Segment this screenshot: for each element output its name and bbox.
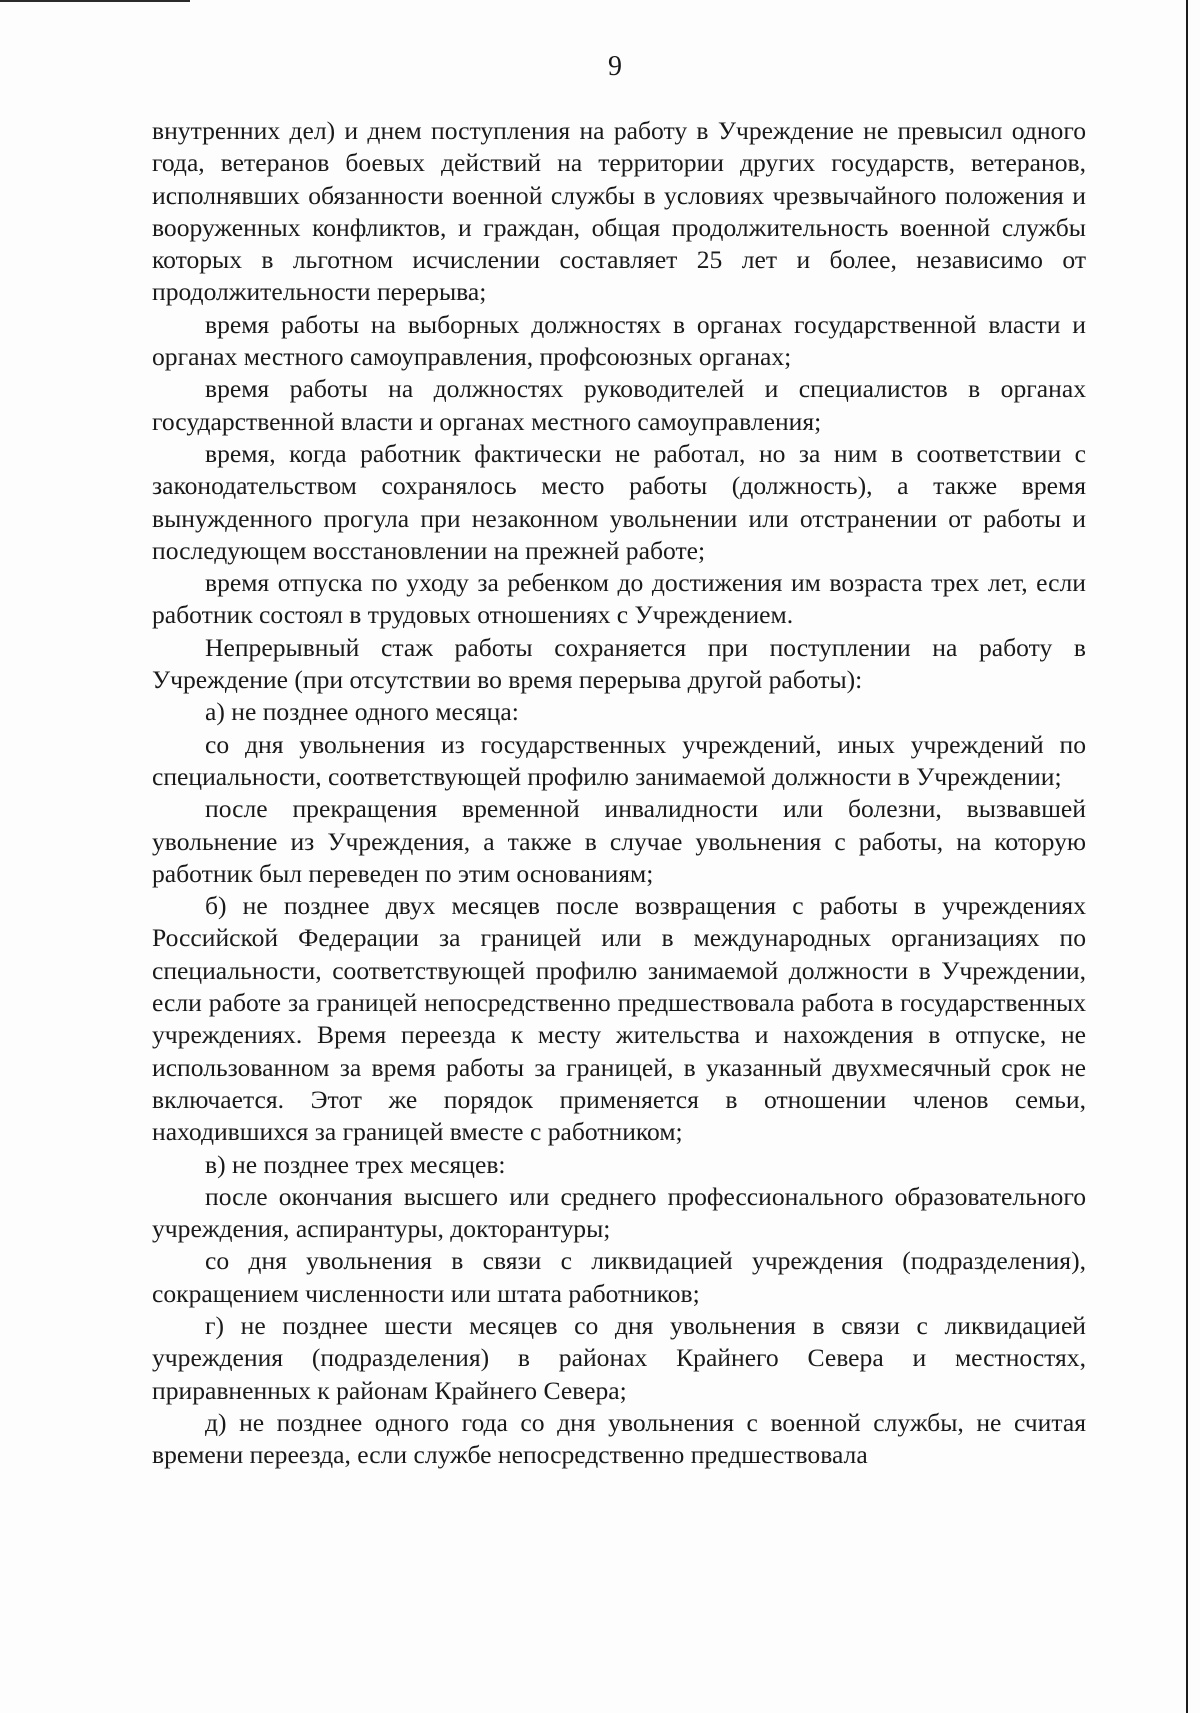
paragraph: после окончания высшего или среднего профессионального образовательного учреждения, аспирантуры, докторантуры; <box>152 1181 1086 1244</box>
paragraph: время, когда работник фактически не работал, но за ним в соответствии с законодательством сохранялось место работы (должность), а также время вынужденного прогула при незаконном увольнении или отстранении от работы и последующем восстановлении на прежней работе; <box>152 438 1086 565</box>
paragraph: со дня увольнения из государственных учреждений, иных учреждений по специальности, соответствующей профилю занимаемой должности в Учреждении; <box>152 729 1086 791</box>
body-text <box>152 115 1086 1471</box>
page-number: 9 <box>608 51 622 82</box>
paragraph: после прекращения временной инвалидности или болезни, вызвавшей увольнение из Учреждения, а также в случае увольнения с работы, на которую работник был переведен по этим основаниям; <box>152 794 1086 888</box>
paragraph: г) не позднее шести месяцев со дня увольнения в связи с ликвидацией учреждения (подразделения) в районах Крайнего Севера и местностях, приравненных к районам Крайнего Севера; <box>152 1310 1086 1405</box>
paragraph: б) не позднее двух месяцев после возвращения с работы в учреждениях Российской Федерации за границей или в международных организациях по специальности, соответствующей профилю занимаемой должности в Учреждении, если работе за границей непосредственно предшествовала работа в государственных учреждениях. Время переезда к месту жительства и нахождения в отпуске, не использованном за время работы за границей, в указанный двухмесячный срок не включается. Этот же порядок применяется в отношении членов семьи, находившихся за границей вместе с работником; <box>152 891 1086 1147</box>
paragraph: а) не позднее одного месяца: <box>205 697 519 727</box>
scan-edge-right <box>1186 0 1188 1713</box>
paragraph: в) не позднее трех месяцев: <box>205 1149 506 1179</box>
paragraph: время работы на должностях руководителей и специалистов в органах государственной власти и органах местного самоуправления; <box>152 374 1086 436</box>
scan-edge-top <box>0 0 190 2</box>
paragraph: д) не позднее одного года со дня увольнения с военной службы, не считая времени переезда, если службе непосредственно предшествовала <box>152 1407 1086 1470</box>
paragraph: время работы на выборных должностях в органах государственной власти и органах местного самоуправления, профсоюзных органах; <box>152 309 1086 372</box>
paragraph: со дня увольнения в связи с ликвидацией учреждения (подразделения), сокращением численности или штата работников; <box>152 1246 1086 1308</box>
paragraph: Непрерывный стаж работы сохраняется при поступлении на работу в Учреждение (при отсутствии во время перерыва другой работы): <box>152 632 1086 695</box>
paragraph: внутренних дел) и днем поступления на работу в Учреждение не превысил одного года, ветеранов боевых действий на территории других государств, ветеранов, исполнявших обязанности военной службы в условиях чрезвычайного положения и вооруженных конфликтов, и граждан, общая продолжительность военной службы которых в льготном исчислении составляет 25 лет и более, независимо от продолжительности перерыва; <box>152 116 1086 307</box>
paragraph: время отпуска по уходу за ребенком до достижения им возраста трех лет, если работник состоял в трудовых отношениях с Учреждением. <box>152 568 1086 630</box>
